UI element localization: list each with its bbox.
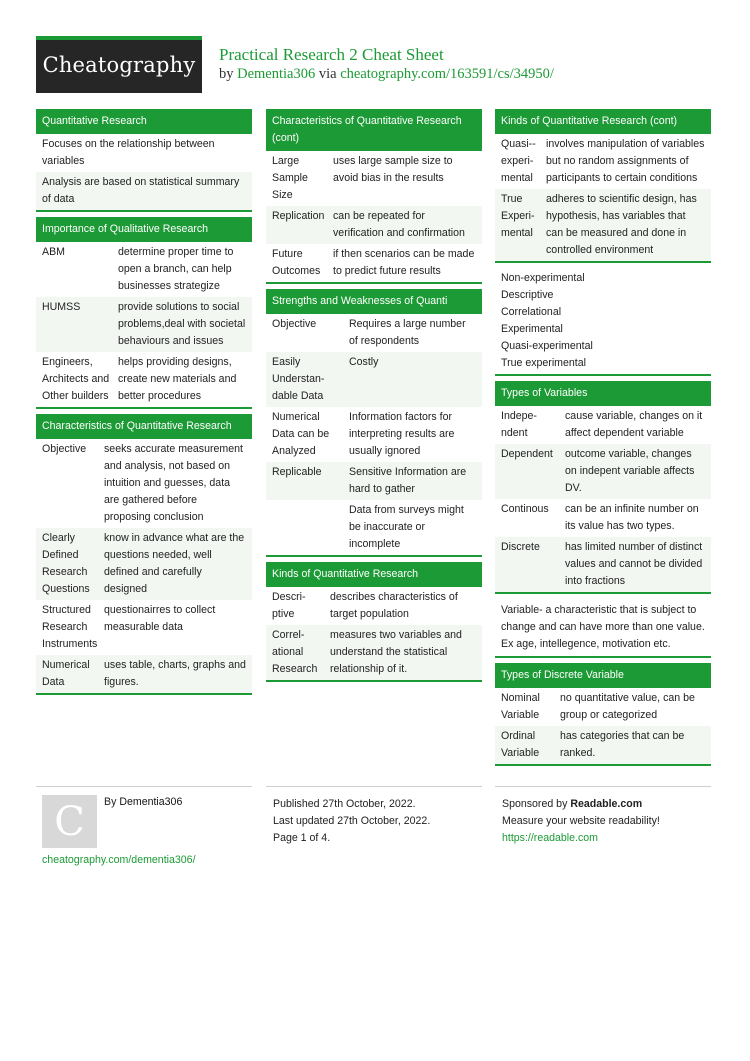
- row-value: can be repeated for verification and confirmation: [333, 210, 465, 239]
- row-value: if then scenarios can be made to predict future results: [333, 248, 475, 277]
- row-value: questionairres to collect measurable data: [104, 604, 216, 633]
- table-row: [495, 537, 711, 592]
- card-title: Quantitative Research: [36, 109, 252, 134]
- table-row: [495, 189, 711, 261]
- row-key: Discrete: [501, 541, 540, 553]
- card-quantitative-research: [36, 109, 252, 212]
- sponsor-name[interactable]: Readable.com: [570, 798, 643, 810]
- card-types-of-variables: [495, 381, 711, 594]
- table-row: [36, 439, 252, 528]
- row-value: seeks accurate measurement and analysis, not based on intuition and guesses, data are gathered before proposing conclusion: [104, 443, 243, 523]
- table-row: [266, 244, 482, 282]
- row-key: Clearly Defined Research Questions: [42, 532, 90, 595]
- footer-user-link[interactable]: cheatography.com/dementia306/: [42, 854, 196, 866]
- byline-via: via: [318, 66, 337, 82]
- table-row: [36, 352, 252, 407]
- table-row: [36, 528, 252, 600]
- footer-divider: [495, 786, 711, 787]
- list-item: Non-experimental: [501, 272, 585, 284]
- row-value: can be an infinite number on its value has two types.: [565, 503, 699, 532]
- table-row: [495, 444, 711, 499]
- row-key: Dependent: [501, 448, 553, 460]
- footer-publication: [273, 796, 430, 847]
- row-value: know in advance what are the questions needed, well defined and carefully designed: [104, 532, 245, 595]
- row-value: Sensitive Information are hard to gather: [349, 466, 467, 495]
- table-row: [266, 314, 482, 352]
- avatar-letter: C: [54, 799, 85, 845]
- row-value: has categories that can be ranked.: [560, 730, 685, 759]
- table-row: [495, 406, 711, 444]
- card-kinds-quantitative: [266, 562, 482, 682]
- card-title: Kinds of Quantitative Research (cont): [495, 109, 711, 134]
- page-number: Page 1 of 4.: [273, 832, 331, 844]
- row-key: Quasi-experimental: [501, 138, 536, 184]
- row-value: Costly: [349, 356, 379, 368]
- row-key: ABM: [42, 246, 65, 258]
- row-value: uses table, charts, graphs and figures.: [104, 659, 246, 688]
- author-link[interactable]: Dementia306: [237, 66, 316, 82]
- list-item: Correlational: [501, 306, 562, 318]
- footer-sponsor: [502, 796, 660, 847]
- page-title: Practical Research 2 Cheat Sheet: [219, 45, 444, 64]
- table-row: [36, 600, 252, 655]
- row-key: Future Outcomes: [272, 248, 321, 277]
- row-value: helps providing designs, create new materials and better procedures: [118, 356, 237, 402]
- table-row: [36, 297, 252, 352]
- card-title: Characteristics of Quantitative Research (cont): [266, 109, 482, 151]
- byline-by: by: [219, 66, 234, 82]
- card-title: Importance of Qualitative Research: [36, 217, 252, 242]
- updated-date: Last updated 27th October, 2022.: [273, 815, 431, 827]
- table-row: [266, 462, 482, 500]
- row-value: adheres to scientific design, has hypothesis, has variables that can be measured and done in controlled environment: [546, 193, 697, 256]
- row-key: Replication: [272, 210, 325, 222]
- list-item: Experimental: [501, 323, 563, 335]
- footer-by-prefix: By: [104, 796, 117, 808]
- row-value: outcome variable, changes on indepent variable affects DV.: [565, 448, 695, 494]
- logo-text: Cheatography: [42, 53, 196, 77]
- row-key: Structured Research Instruments: [42, 604, 98, 650]
- card-importance: [36, 217, 252, 409]
- text-line: Focuses on the relationship between variables: [42, 138, 215, 167]
- published-date: Published 27th October, 2022.: [273, 798, 416, 810]
- table-row: [266, 587, 482, 625]
- card-title: Types of Variables: [495, 381, 711, 406]
- byline: [219, 66, 554, 83]
- table-row: [36, 655, 252, 693]
- sponsor-tagline: Measure your website readability!: [502, 815, 660, 827]
- card-kinds-list: [495, 268, 711, 376]
- footer-divider: [36, 786, 252, 787]
- site-logo[interactable]: [36, 36, 202, 93]
- column-2: [266, 109, 482, 687]
- row-value: Data from surveys might be inaccurate or incomplete: [349, 504, 464, 550]
- table-row: [495, 726, 711, 764]
- table-row: [495, 688, 711, 726]
- row-key: Correlational Research: [272, 629, 318, 675]
- row-key: Engineers, Architects and Other builders: [42, 356, 110, 402]
- row-value: has limited number of distinct values and cannot be divided into fractions: [565, 541, 703, 587]
- card-kinds-cont: [495, 109, 711, 263]
- row-value: involves manipulation of variables but no random assignments of participants to certain conditions: [546, 138, 705, 184]
- row-value: provide solutions to social problems,deal with societal behaviours and issues: [118, 301, 246, 347]
- table-row: [266, 151, 482, 206]
- column-3: [495, 109, 711, 771]
- row-value: measures two variables and understand the statistical relationship of it.: [330, 629, 462, 675]
- avatar[interactable]: [42, 795, 97, 848]
- sheet-url-link[interactable]: cheatography.com/163591/cs/34950/: [340, 66, 554, 82]
- sponsor-prefix: Sponsored by: [502, 798, 568, 810]
- footer-author-link[interactable]: Dementia306: [119, 796, 183, 808]
- card-title: Strengths and Weaknesses of Quanti: [266, 289, 482, 314]
- table-row: [266, 352, 482, 407]
- row-key: HUMSS: [42, 301, 81, 313]
- footer-author: [104, 796, 182, 808]
- row-value: no quantitative value, can be group or categorized: [560, 692, 695, 721]
- variable-note: Variable- a characteristic that is subject to change and can have more than one value. Ex age, intellegence, motivation etc.: [501, 604, 705, 650]
- card-title: Types of Discrete Variable: [495, 663, 711, 688]
- row-value: describes characteristics of target population: [330, 591, 458, 620]
- row-key: Numerical Data: [42, 659, 90, 688]
- row-key: Objective: [42, 443, 87, 455]
- card-characteristics: [36, 414, 252, 695]
- list-item: True experimental: [501, 357, 586, 369]
- row-key: Numerical Data can be Analyzed: [272, 411, 330, 457]
- row-key: Nominal Variable: [501, 692, 540, 721]
- table-row: [266, 206, 482, 244]
- text-line: Analysis are based on statistical summary of data: [36, 172, 252, 210]
- card-characteristics-cont: [266, 109, 482, 284]
- row-key: Large Sample Size: [272, 155, 308, 201]
- card-title: Kinds of Quantitative Research: [266, 562, 482, 587]
- list-item: Quasi-experimental: [501, 340, 593, 352]
- row-key: Ordinal Variable: [501, 730, 540, 759]
- row-value: Requires a large number of respondents: [349, 318, 466, 347]
- row-key: Objective: [272, 318, 317, 330]
- card-discrete-types: [495, 663, 711, 766]
- row-key: Continous: [501, 503, 549, 515]
- footer-divider: [266, 786, 482, 787]
- row-key: True Experimental: [501, 193, 535, 239]
- table-row: [36, 242, 252, 297]
- card-variable-note: [495, 599, 711, 658]
- row-key: Descriptive: [272, 591, 306, 620]
- row-key: [272, 502, 349, 553]
- row-value: determine proper time to open a branch, can help businesses strategize: [118, 246, 234, 292]
- table-row: [266, 407, 482, 462]
- row-value: Information factors for interpreting results are usually ignored: [349, 411, 455, 457]
- column-1: [36, 109, 252, 700]
- card-strengths-weaknesses: [266, 289, 482, 557]
- row-value: uses large sample size to avoid bias in the results: [333, 155, 453, 184]
- table-row: [495, 134, 711, 189]
- list-item: Descriptive: [501, 289, 554, 301]
- table-row: [495, 499, 711, 537]
- card-title: Characteristics of Quantitative Research: [36, 414, 252, 439]
- row-key: Independent: [501, 410, 537, 439]
- row-key: Replicable: [272, 466, 322, 478]
- row-value: cause variable, changes on it affect dependent variable: [565, 410, 703, 439]
- sponsor-link[interactable]: https://readable.com: [502, 832, 598, 844]
- row-key: Easily Understandable Data: [272, 356, 325, 402]
- table-row: [266, 500, 482, 555]
- table-row: [266, 625, 482, 680]
